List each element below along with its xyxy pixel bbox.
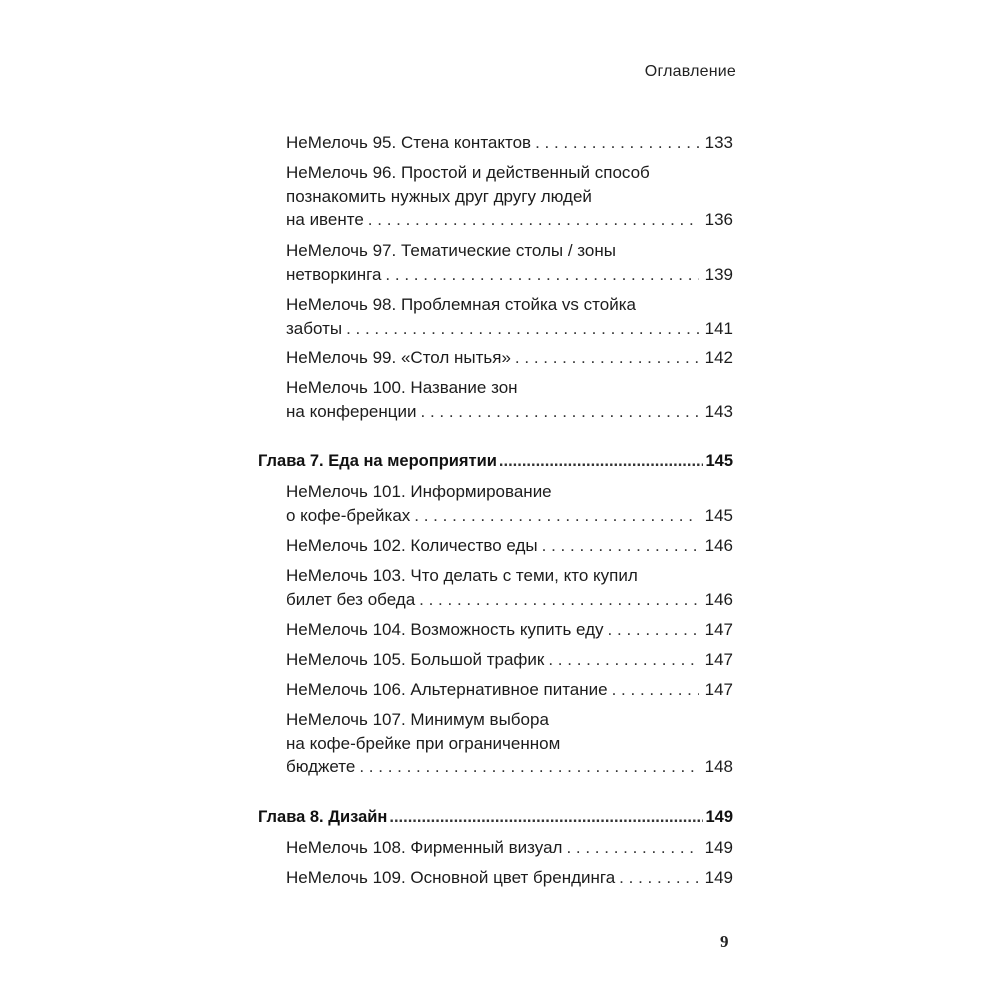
dot-leader — [414, 504, 698, 528]
toc-entry[interactable] — [286, 618, 733, 642]
toc-page-number: 148 — [704, 757, 733, 776]
toc-entry-title: НеМелочь 104. Возможность купить еду — [286, 620, 604, 639]
dot-leader — [619, 866, 698, 890]
toc-entry[interactable] — [286, 708, 733, 779]
dot-leader — [499, 450, 704, 473]
toc-entry[interactable] — [286, 648, 733, 672]
toc-entry-title: на ивенте — [286, 210, 364, 229]
toc-page-number: 147 — [704, 620, 733, 639]
toc-entry-title: НеМелочь 103. Что делать с теми, кто купил — [286, 566, 638, 585]
toc-page-number: 143 — [704, 401, 733, 421]
toc-entry[interactable] — [286, 346, 733, 370]
page-number: 9 — [720, 932, 729, 951]
toc-entry-title: НеМелочь 96. Простой и действенный способ — [286, 163, 650, 182]
toc-page-number: 145 — [704, 505, 733, 525]
toc-entry-title: НеМелочь 98. Проблемная стойка vs стойка — [286, 295, 636, 314]
dot-leader — [385, 263, 698, 287]
dot-leader — [515, 346, 699, 370]
dot-leader — [359, 755, 698, 779]
dot-leader — [535, 131, 699, 155]
dot-leader — [419, 588, 698, 612]
toc-entry-title: НеМелочь 95. Стена контактов — [286, 133, 532, 152]
toc-entry-title: познакомить нужных друг другу людей — [286, 186, 592, 206]
toc-page-number: 141 — [704, 318, 733, 338]
dot-leader — [421, 400, 699, 424]
toc-page-number: 147 — [704, 650, 733, 669]
running-head: Оглавление — [644, 63, 736, 80]
toc-entry-title: НеМелочь 102. Количество еды — [286, 536, 538, 555]
toc-entry[interactable] — [286, 131, 733, 155]
toc-entry-title: НеМелочь 107. Минимум выбора — [286, 710, 549, 729]
dot-leader — [608, 618, 699, 642]
toc-entry[interactable] — [286, 534, 733, 558]
toc-entry-title: НеМелочь 109. Основной цвет брендинга — [286, 868, 616, 887]
toc-entry[interactable] — [286, 239, 733, 286]
toc-entry-title: бюджете — [286, 757, 356, 776]
toc-page-number: 139 — [704, 264, 733, 284]
dot-leader — [346, 317, 699, 341]
dot-leader — [542, 534, 699, 558]
toc-entry-title: о кофе-брейках — [286, 505, 411, 525]
toc-entry-title: Глава 7. Еда на мероприятии — [258, 452, 497, 470]
toc-page-number: 142 — [704, 348, 733, 367]
dot-leader — [368, 208, 699, 232]
dot-leader — [566, 836, 698, 860]
toc-chapter[interactable] — [258, 806, 733, 829]
toc-entry[interactable] — [286, 866, 733, 890]
toc-entry-title: Глава 8. Дизайн — [258, 808, 388, 826]
toc-entry-title: НеМелочь 97. Тематические столы / зоны — [286, 241, 616, 260]
toc-page-number: 149 — [705, 808, 733, 826]
toc-entry[interactable] — [286, 376, 733, 423]
toc-page-number: 133 — [704, 133, 733, 152]
toc-entry-title: НеМелочь 108. Фирменный визуал — [286, 838, 563, 857]
toc-page-number: 147 — [704, 680, 733, 699]
toc-entry-title: на кофе-брейке при ограниченном — [286, 733, 561, 753]
toc-entry[interactable] — [286, 293, 733, 340]
toc-entry-title: билет без обеда — [286, 589, 416, 609]
toc-entry[interactable] — [286, 836, 733, 860]
toc-entry-title: НеМелочь 100. Название зон — [286, 378, 518, 397]
dot-leader — [612, 678, 699, 702]
dot-leader — [389, 806, 703, 829]
toc-entry-title: НеМелочь 106. Альтернативное питание — [286, 680, 608, 699]
toc-page-number: 149 — [704, 838, 733, 857]
dot-leader — [548, 648, 698, 672]
toc-entry-title: заботы — [286, 318, 343, 338]
toc-entry[interactable] — [286, 161, 733, 232]
toc-entry[interactable] — [286, 564, 733, 611]
toc-entry-title: НеМелочь 101. Информирование — [286, 482, 552, 501]
toc-entry-title: НеМелочь 105. Большой трафик — [286, 650, 545, 669]
toc-chapter[interactable] — [258, 450, 733, 473]
toc-entry-title: на конференции — [286, 401, 417, 421]
toc-page-number: 145 — [705, 452, 733, 470]
toc-page-number: 146 — [704, 536, 733, 555]
toc-entry[interactable] — [286, 480, 733, 527]
toc-entry-title: нетворкинга — [286, 264, 382, 284]
toc-page-number: 146 — [704, 589, 733, 609]
toc-page-number: 136 — [704, 210, 733, 229]
toc-entry[interactable] — [286, 678, 733, 702]
toc-page-number: 149 — [704, 868, 733, 887]
toc-entry-title: НеМелочь 99. «Стол нытья» — [286, 348, 511, 367]
